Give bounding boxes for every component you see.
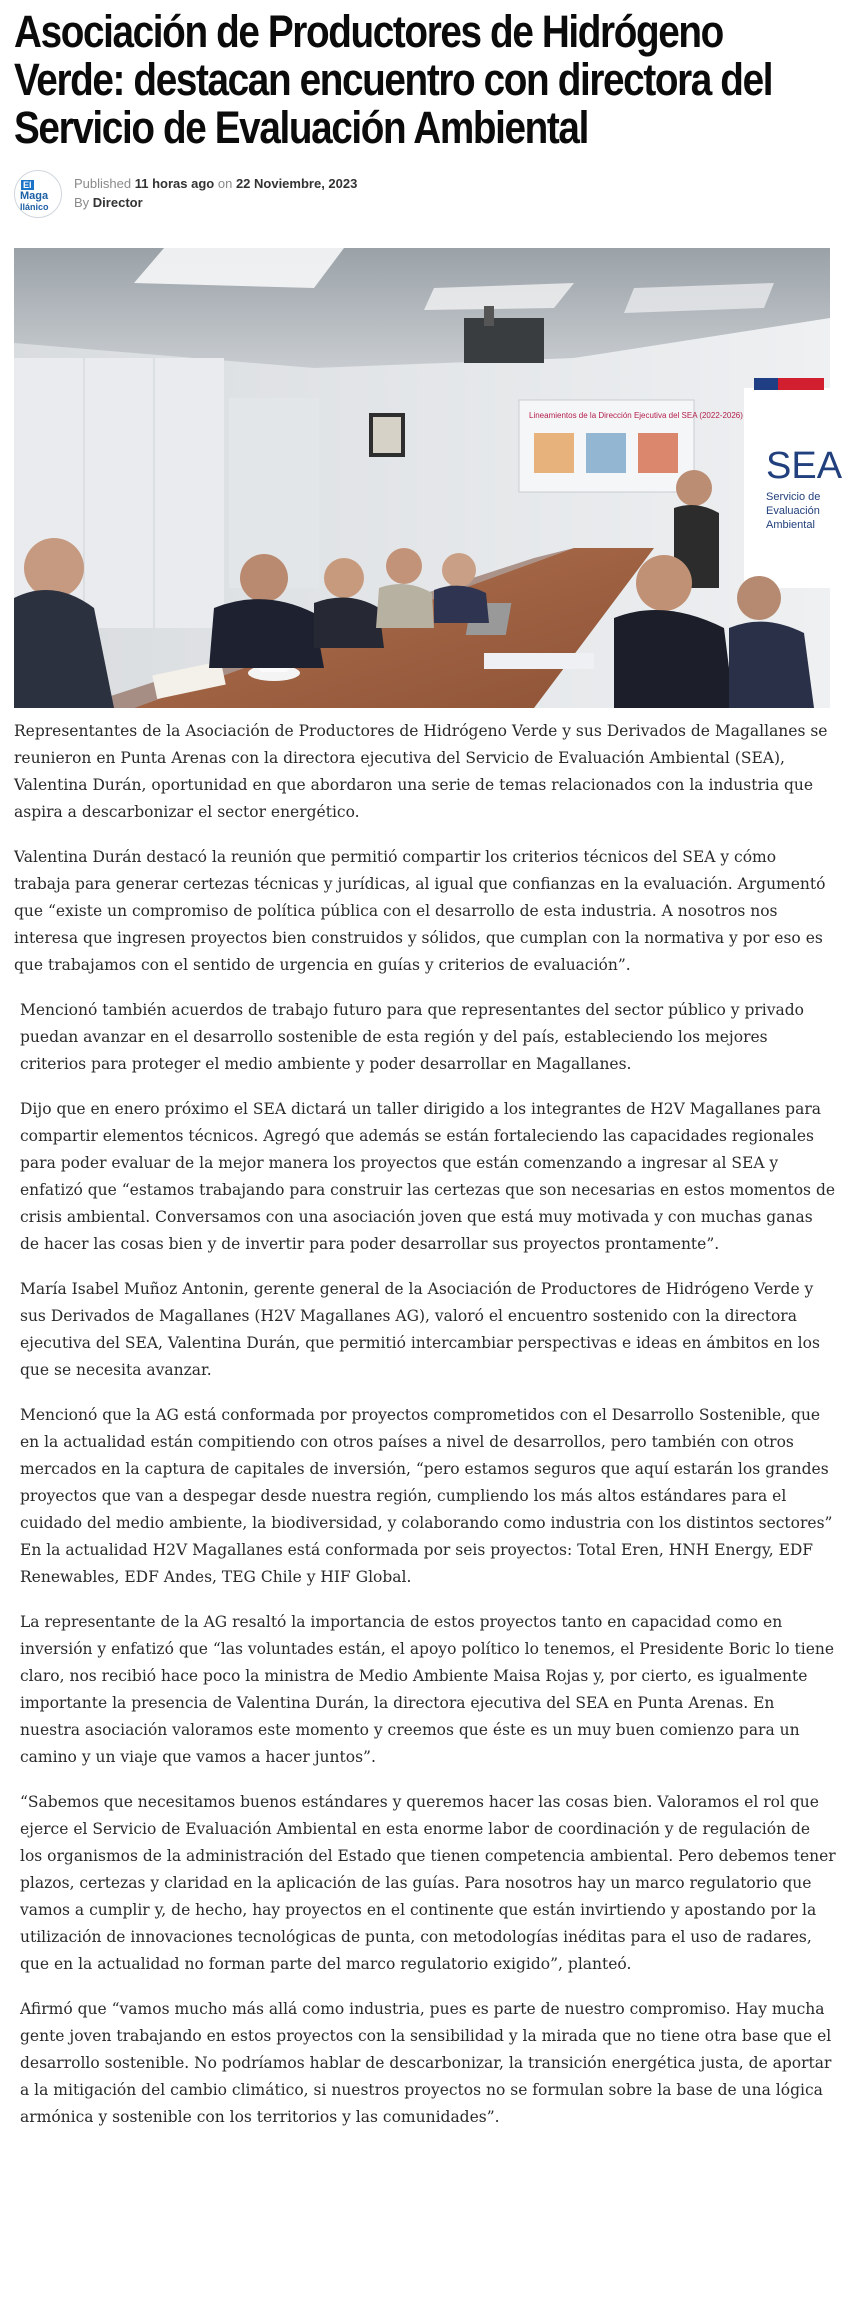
meeting-room-illustration — [14, 248, 843, 708]
author-link[interactable]: Director — [92, 195, 143, 210]
paragraph: Representantes de la Asociación de Productores de Hidrógeno Verde y sus Derivados de Magallanes se reunieron en Punta Arenas con la directora ejecutiva del Servicio de Evaluación Ambiental (SEA), Valentina Durán, oportunidad en que abordaron una serie de temas relacionados con la industria que aspira a descarbonizar el sector energético. — [14, 722, 828, 821]
published-prefix: Published — [74, 176, 132, 191]
paragraph: En la actualidad H2V Magallanes está conformada por seis proyectos: Total Eren, HNH Energy, EDF Renewables, EDF Andes, TEG Chile y HIF Global. — [20, 1541, 814, 1586]
published-ago: 11 horas ago — [134, 176, 215, 191]
banner-text: SEA — [766, 445, 843, 487]
by-prefix: By — [74, 195, 90, 210]
paragraph: Mencionó también acuerdos de trabajo futuro para que representantes del sector público y privado puedan avanzar en el desarrollo sostenible de esta región y del país, estableciendo los mejores criterios para proteger el medio ambiente y poder desarrollar en Magallanes. — [20, 1001, 804, 1073]
byline — [74, 195, 143, 210]
banner-sub3: Ambiental — [766, 519, 815, 531]
paragraph: Afirmó que “vamos mucho más allá como industria, pues es parte de nuestro compromiso. Hay mucha gente joven trabajando en estos proyectos con la sensibilidad y la mirada que no tiene otra base que el desarrollo sostenible. No podríamos hablar de descarbonizar, la transición energética justa, de aportar a la mitigación del cambio climático, si nuestros proyectos no se formulan sobre la base de una lógica armónica y sostenible con los territorios y las comunidades”. — [20, 2000, 832, 2126]
paragraph: La representante de la AG resaltó la importancia de estos proyectos tanto en capacidad como en inversión y enfatizó que “las voluntades están, el apoyo político lo tenemos, el Presidente Boric lo tiene claro, nos recibió hace poco la ministra de Medio Ambiente Maisa Rojas y, por cierto, es igualmente importante la presencia de Valentina Durán, la directora ejecutiva del SEA en Punta Arenas. En nuestra asociación valoramos este momento y creemos que éste es un muy buen comienzo para un camino y un viaje que vamos a hacer juntos”. — [20, 1613, 835, 1766]
logo-text-2: Maga — [20, 190, 49, 202]
publisher-logo[interactable] — [14, 170, 62, 218]
published-date: 22 Noviembre, 2023 — [235, 176, 358, 191]
article-meta — [14, 170, 834, 220]
article-title: Asociación de Productores de Hidrógeno Verde: destacan encuentro con directora del Servicio de Evaluación Ambiental — [14, 6, 773, 153]
banner-sub2: Evaluación — [766, 505, 820, 517]
banner-sub1: Servicio de — [766, 491, 821, 503]
slide-title: Lineamientos de la Dirección Ejecutiva del SEA (2022-2026) — [529, 411, 743, 420]
published-line — [74, 176, 357, 191]
paragraph: Mencionó que la AG está conformada por proyectos comprometidos con el Desarrollo Sostenible, que en la actualidad están compitiendo con otros países a nivel de desarrollos, pero también con otros mercados en la captura de capitales de inversión, “pero estamos seguros que aquí estarán los grandes proyectos que van a despegar desde nuestra región, cumpliendo los más altos estándares para el cuidado del medio ambiente, la biodiversidad, y colaborando como industria con los distintos sectores” — [20, 1406, 833, 1532]
paragraph: Dijo que en enero próximo el SEA dictará un taller dirigido a los integrantes de H2V Magallanes para compartir elementos técnicos. Agregó que además se están fortaleciendo las capacidades regionales para poder evaluar de la mejor manera los proyectos que están comenzando a ingresar al SEA y enfatizó que “estamos trabajando para construir las certezas que son necesarias en estos momentos de crisis ambiental. Conversamos con una asociación joven que está muy motivada y con muchas ganas de hacer las cosas bien y de invertir para poder desarrollar sus proyectos prontamente”. — [20, 1100, 836, 1253]
article-photo — [14, 248, 843, 708]
article-body — [14, 718, 836, 2149]
paragraph: Valentina Durán destacó la reunión que permitió compartir los criterios técnicos del SEA y cómo trabaja para generar certezas técnicas y jurídicas, al igual que confianzas en la evaluación. Argumentó que “existe un compromiso de política pública con el desarrollo de esta industria. A nosotros nos interesa que ingresen proyectos bien construidos y sólidos, que cumplan con la normativa y por eso es que trabajamos con el sentido de urgencia en guías y criterios de evaluación”. — [14, 848, 826, 974]
paragraph: “Sabemos que necesitamos buenos estándares y queremos hacer las cosas bien. Valoramos el rol que ejerce el Servicio de Evaluación Ambiental en esta enorme labor de coordinación y de regulación de los organismos de la administración del Estado que tienen competencia ambiental. Pero debemos tener plazos, certezas y claridad en la aplicación de las guías. Para nosotros hay un marco regulatorio que vamos a cumplir y, de hecho, hay proyectos en el continente que están invirtiendo y apostando por la utilización de innovaciones tecnológicas de punta, con metodologías inéditas para el uso de radares, que en la actualidad no forman parte del marco regulatorio exigido”, planteó. — [20, 1793, 836, 1973]
logo-text-1: El — [23, 180, 32, 190]
paragraph: María Isabel Muñoz Antonin, gerente general de la Asociación de Productores de Hidrógeno Verde y sus Derivados de Magallanes (H2V Magallanes AG), valoró el encuentro sostenido con la directora ejecutiva del SEA, Valentina Durán, que permitió intercambiar perspectivas e ideas en ámbitos en los que se necesita avanzar. — [20, 1280, 820, 1379]
logo-text-3: llánico — [20, 202, 49, 212]
published-on: on — [217, 176, 233, 191]
